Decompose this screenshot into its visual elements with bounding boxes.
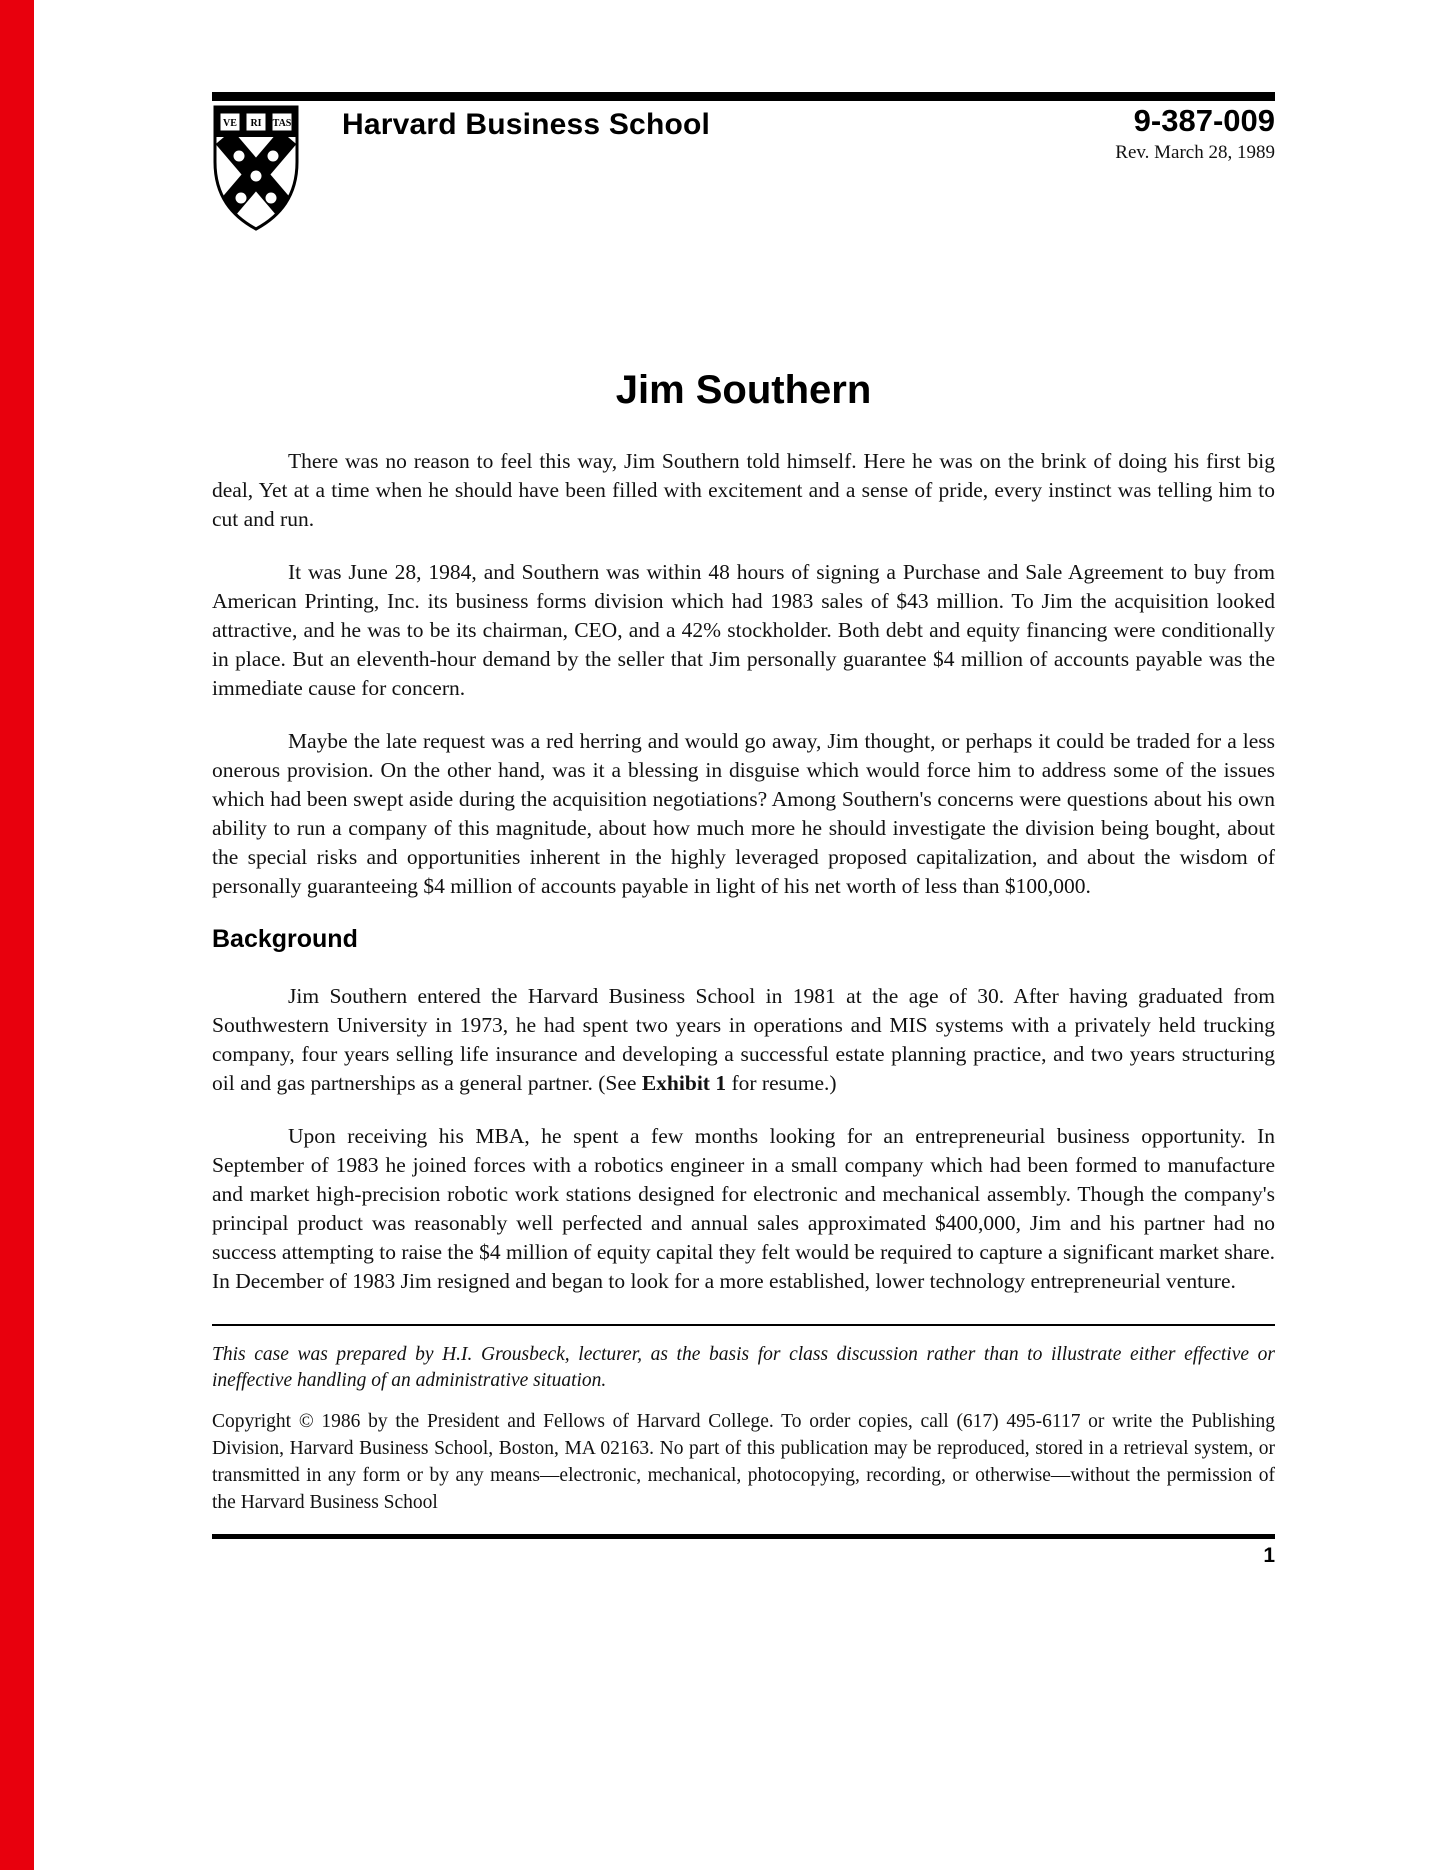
school-name: Harvard Business School [342,108,711,141]
copyright-notice: Copyright © 1986 by the President and Fellows of Harvard College. To order copies, call (617) 495-6117 or write the Publishing Division, Harvard Business School, Boston, MA 02163. No part of this publication may be reproduced, stored in a retrieval system, or transmitted in any form or by any means—electronic, mechanical, photocopying, recording, or otherwise—without the permission of the Harvard Business School [212,1411,1275,1513]
section-heading-background: Background [212,925,358,953]
motto-ve: VE [223,118,237,129]
case-title: Jim Southern [615,368,872,412]
header-rule [212,92,1275,101]
left-margin-red-stripe [0,0,34,1870]
preparation-note: This case was prepared by H.I. Grousbeck, lecturer, as the basis for class discussion rather than to illustrate either effective or ineffective handling of an administrative situation. [212,1344,1275,1391]
exhibit-1-reference: Exhibit 1 [641,1071,727,1095]
paragraph-background-2: Upon receiving his MBA, he spent a few months looking for an entrepreneurial business opportunity. In September of 1983 he joined forces with a robotics engineer in a small company which had been formed to manufacture and market high-precision robotic work stations designed for electronic and mechanical assembly. Though the company's principal product was reasonably well perfected and annual sales approximated $400,000, Jim and his partner had no success attempting to raise the $4 million of equity capital they felt would be required to capture a significant market share. In December of 1983 Jim resigned and began to look for a more established, lower technology entrepreneurial venture. [212,1124,1275,1293]
motto-ri: RI [250,118,262,129]
hbs-shield-logo [212,104,300,232]
page-number: 1 [1263,1544,1275,1567]
page-header [212,101,1275,251]
document-number: 9-387-009 [1133,103,1275,138]
background-1-text-before: Jim Southern entered the Harvard Business School in 1981 at the age of 30. After having graduated from Southwestern University in 1973, he had spent two years in operations and MIS systems with a privately held trucking company, four years selling life insurance and developing a successful estate planning practice, and two years structuring oil and gas partnerships as a general partner. (See [212,984,1275,1095]
paragraph-background-1 [212,982,1275,1098]
motto-tas: TAS [272,118,292,129]
document-id-block [1115,103,1275,164]
footnote-rule [212,1324,1275,1326]
paragraph-opening: There was no reason to feel this way, Jim Southern told himself. Here he was on the brink of doing his first big deal, Yet at a time when he should have been filled with excitement and a sense of pride, every instinct was telling him to cut and run. [212,449,1275,531]
page-content [212,0,1275,1568]
revision-date: Rev. March 28, 1989 [1115,142,1275,163]
paragraph-concerns: Maybe the late request was a red herring and would go away, Jim thought, or perhaps it could be traded for a less onerous provision. On the other hand, was it a blessing in disguise which would force him to address some of the issues which had been swept aside during the acquisition negotiations? Among Southern's concerns were questions about his own ability to run a company of this magnitude, about how much more he should investigate the division being bought, about the special risks and opportunities inherent in the highly leveraged proposed capitalization, and about the wisdom of personally guaranteeing $4 million of accounts payable in light of his net worth of less than $100,000. [212,729,1275,898]
footer-rule [212,1534,1275,1539]
veritas-books [220,113,292,131]
background-1-text-after: for resume.) [726,1071,837,1095]
paragraph-deal: It was June 28, 1984, and Southern was within 48 hours of signing a Purchase and Sale Agreement to buy from American Printing, Inc. its business forms division which had 1983 sales of $43 million. To Jim the acquisition looked attractive, and he was to be its chairman, CEO, and a 42% stockholder. Both debt and equity financing were conditionally in place. But an eleventh-hour demand by the seller that Jim personally guarantee $4 million of accounts payable was the immediate cause for concern. [212,560,1275,700]
